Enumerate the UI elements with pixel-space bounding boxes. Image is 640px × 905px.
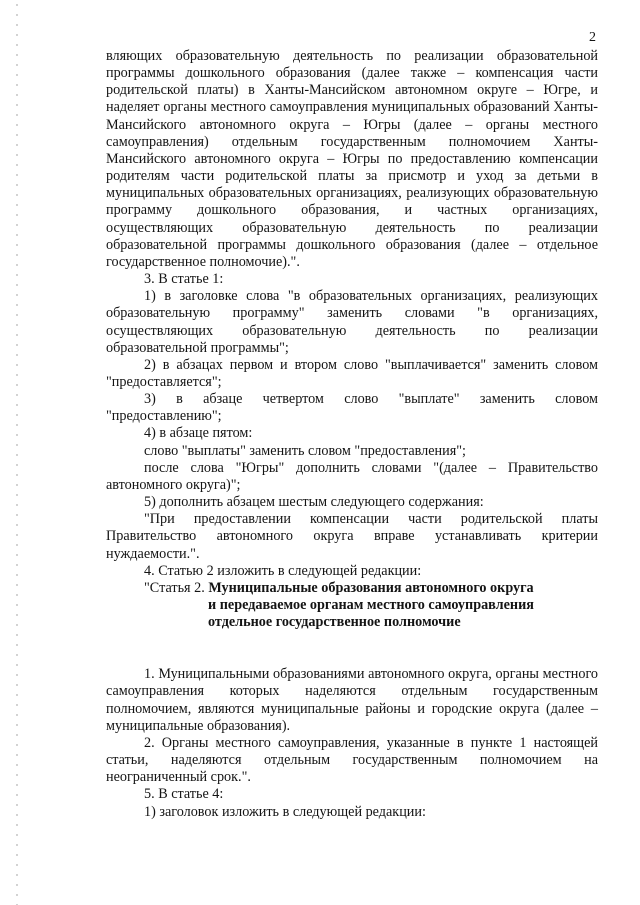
paragraph: 1. Муниципальными образованиями автономного округа, органы местного самоуправления которых наделяются отдельным государственным полномочием, являются муниципальные районы и городские округа (далее – муниципальные образования). <box>106 666 598 734</box>
page-number: 2 <box>589 30 596 45</box>
paragraph: 5. В статье 4: <box>144 786 224 803</box>
document-body <box>106 48 598 821</box>
paragraph: 2) в абзацах первом и втором слово "выплачивается" заменить словом "предоставляется"; <box>106 356 598 390</box>
paragraph: 1) в заголовке слова "в образовательных организациях, реализующих образовательную программу" заменить словами "в организациях, осуществляющих образовательную деятельность по реализации образовательной программы"; <box>106 288 598 356</box>
paragraph: 3. В статье 1: <box>144 271 224 288</box>
scan-margin-dots <box>16 0 18 905</box>
paragraph: слово "выплаты" заменить словом "предоставления"; <box>144 442 466 459</box>
article-heading-prefix: "Статья 2. <box>144 579 209 596</box>
paragraph: вляющих образовательную деятельность по реализации образовательной программы дошкольного образования (далее также – компенсация части родительской платы) в Ханты-Мансийском автономном округе – Югре, и наделяет органы местного самоуправления муниципальных образований Ханты-Мансийского автономного округа – Югры (далее – органы местного самоуправления) отдельным государственным полномочием Ханты-Мансийского автономного округа – Югры по предоставлению компенсации родителям части родительской платы за присмотр и уход за детьми в муниципальных образовательных организациях, реализующих образовательную программу дошкольного образования, и частных организациях, осуществляющих образовательную деятельность по реализации образовательной программы дошкольного образования (далее – отдельное государственное полномочие).". <box>106 48 598 270</box>
article-heading-line: Муниципальные образования автономного округа <box>208 579 534 596</box>
spacer <box>106 631 598 666</box>
article-heading <box>106 580 598 597</box>
paragraph: 4. Статью 2 изложить в следующей редакции: <box>144 562 422 579</box>
paragraph: 5) дополнить абзацем шестым следующего содержания: <box>144 494 484 511</box>
article-heading-line: отдельное государственное полномочие <box>208 614 461 631</box>
paragraph: 4) в абзаце пятом: <box>144 425 253 442</box>
paragraph: 3) в абзаце четвертом слово "выплате" заменить словом "предоставлению"; <box>106 391 598 425</box>
article-heading-line: и передаваемое органам местного самоуправления <box>208 597 534 613</box>
paragraph: после слова "Югры" дополнить словами "(далее – Правительство автономного округа)"; <box>106 459 598 493</box>
paragraph: 1) заголовок изложить в следующей редакции: <box>144 803 426 820</box>
paragraph: "При предоставлении компенсации части родительской платы Правительство автономного округа вправе устанавливать критерии нуждаемости.". <box>106 511 598 562</box>
paragraph: 2. Органы местного самоуправления, указанные в пункте 1 настоящей статьи, наделяются отдельным государственным полномочием на неограниченный срок.". <box>106 734 598 786</box>
